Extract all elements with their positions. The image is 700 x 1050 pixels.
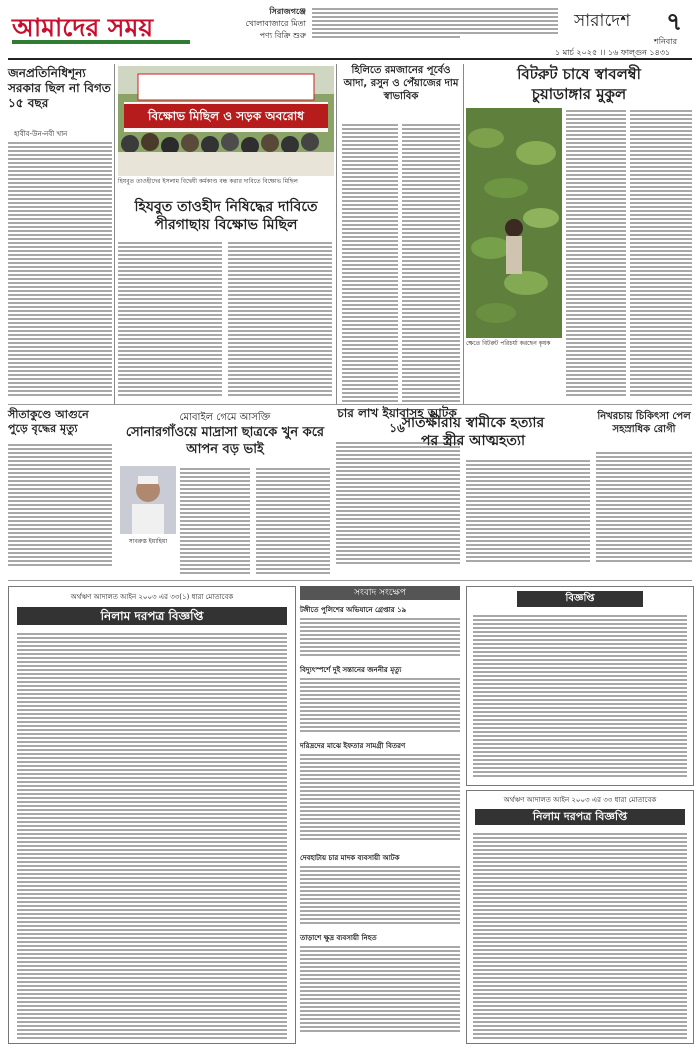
protest-banner-text: বিক্ষোভ মিছিল ও সড়ক অবরোধ [148,109,304,123]
row-rule-2 [8,580,692,581]
notice-title: বিজ্ঞপ্তি [565,593,595,604]
yaba-body [336,440,460,570]
brief-3-body [300,752,460,848]
left-story-byline: হাবীব-উন-নবী খান [14,130,68,138]
madrasa-headline: সোনারগাঁওয়ে মাদ্রাসা ছাত্রকে খুন করে আপন বড় ভাই [125,425,325,457]
header-top-story [312,6,558,46]
col-divider-mid [336,64,337,404]
newspaper-logo [8,6,198,48]
beet-headline-line2: চুয়াডাঙ্গার মুকুল [531,85,627,103]
protest-photo [118,66,334,176]
auction-left-body [17,631,287,1041]
madrasa-photo-name: সাবরুস্ত ইয়াহিয়া [128,538,168,545]
fire-headline: সীতাকুণ্ডে আগুনে পুড়ে বৃদ্ধের মৃত্যু [8,408,89,435]
header-teaser [226,6,306,42]
row-rule-1 [8,404,692,405]
section-title: সারাদেশ [574,11,631,31]
auction-right-body [473,831,687,1043]
price-body-col1 [342,122,398,402]
main-headline-line2: পীরগাছায় বিক্ষোভ মিছিল [154,217,298,233]
page-number: ৭ [666,7,683,36]
notice-title-bar [517,591,643,607]
protest-banner [124,104,328,128]
brief-1-body [300,616,460,660]
auction-left-law: অর্থঋণ আদালত আইন ২০০৩ এর ৩৩(১) ধারা মোতাবেক [70,593,234,601]
beet-body-col1 [566,108,626,398]
auction-right-title: নিলাম দরপত্র বিজ্ঞপ্তি [532,810,628,823]
masthead-rule [8,58,692,60]
health-headline: নিখরচায় চিকিৎসা পেল সহস্রাধিক রোগী [597,411,691,435]
brief-1-headline: টঙ্গীতে পুলিশের অভিযানে গ্রেপ্তার ১৯ [300,606,407,614]
auction-left-title: নিলাম দরপত্র বিজ্ঞপ্তি [100,609,204,623]
madrasa-photo [120,466,176,534]
teaser-line2: খোলাবাজারে মিতা [245,19,306,28]
health-body [596,450,692,570]
beet-body-col2 [630,108,692,398]
photo-caption: হিযবুত তাওহীদের ইসলাম বিদ্বেষী কর্মকাণ্ড বন্ধ করার দাবিতে বিক্ষোভ মিছিল [118,178,298,185]
notice-right [466,586,694,786]
madrasa-body-col1 [180,466,250,578]
yaba-headline: চার লাখ ইয়াবাসহ আটক ১৬ [337,406,457,435]
brief-4-body [300,864,460,928]
brief-3-headline: দরিদ্রদের মাঝে ইফতার সামগ্রী বিতরণ [300,742,406,750]
price-headline: হিলিতে রমজানের পূর্বেও আদা, রসুন ও পেঁয়াজের দাম স্বাভাবিক [343,65,459,102]
teaser-line1: সিরাজগঞ্জে [269,7,306,16]
auction-left-title-bar [17,607,287,625]
brief-4-headline: দেবহাটায় চার মাদক ব্যবসায়ী আটক [300,854,400,862]
main-headline-line1: হিযবুত তাওহীদ নিষিদ্ধের দাবিতে [134,199,318,215]
left-story-headline: জনপ্রতিনিধিশূন্য সরকার ছিল না বিগত ১৫ বছর [8,66,111,110]
issue-day: শনিবার [654,37,677,46]
left-story-body [8,140,112,398]
satkhira-headline-line2: পর স্ত্রীর আত্মহত্যা [420,433,526,449]
satkhira-body [466,458,590,568]
price-body-col2 [402,122,460,402]
beet-photo-art [466,108,562,338]
brief-2-body [300,676,460,736]
auction-notice-right [466,790,694,1044]
issue-date: ১ মার্চ ২০২৫ ।। ১৬ ফাল্গুন ১৪৩১ [555,48,671,57]
satkhira-headline [358,414,588,450]
brief-2-headline: বিদ্যুৎস্পর্শে দুই সন্তানের জননীর মৃত্যু [300,666,402,674]
beet-headline-line1: বিটরুট চাষে স্বাবলম্বী [517,65,641,83]
col-divider-right [463,64,464,404]
logo-text: আমাদের সময় [12,13,154,42]
col-divider-left [114,64,115,404]
brief-5-headline: তাড়াশে ক্ষুদ্র ব্যবসায়ী নিহত [300,934,377,942]
brief-5-body [300,944,460,1040]
teaser-line3: পণ্য বিক্রি শুরু [259,31,306,40]
student-portrait [120,466,176,534]
auction-right-law: অর্থঋণ আদালত আইন ২০০৩ এর ৩৩ ধারা মোতাবেক [503,796,657,804]
beet-headline [466,64,692,104]
auction-notice-left [8,586,296,1044]
madrasa-kicker: মোবাইল গেমে আসক্তি [179,412,271,423]
beet-photo [466,108,562,338]
fire-body [8,442,112,572]
news-brief-title: সংবাদ সংক্ষেপ [354,588,406,598]
main-headline [118,198,334,234]
auction-right-title-bar [475,809,685,825]
news-brief-header [300,586,460,600]
notice-body [473,613,687,779]
beet-caption: ক্ষেতে বিটরুট পরিচর্যা করছেন কৃষক [466,340,551,347]
main-story-col1 [118,240,222,400]
main-story-col2 [228,240,332,400]
madrasa-body-col2 [256,466,330,578]
satkhira-headline-line1: সাতক্ষীরায় স্বামীকে হত্যার [401,415,545,431]
